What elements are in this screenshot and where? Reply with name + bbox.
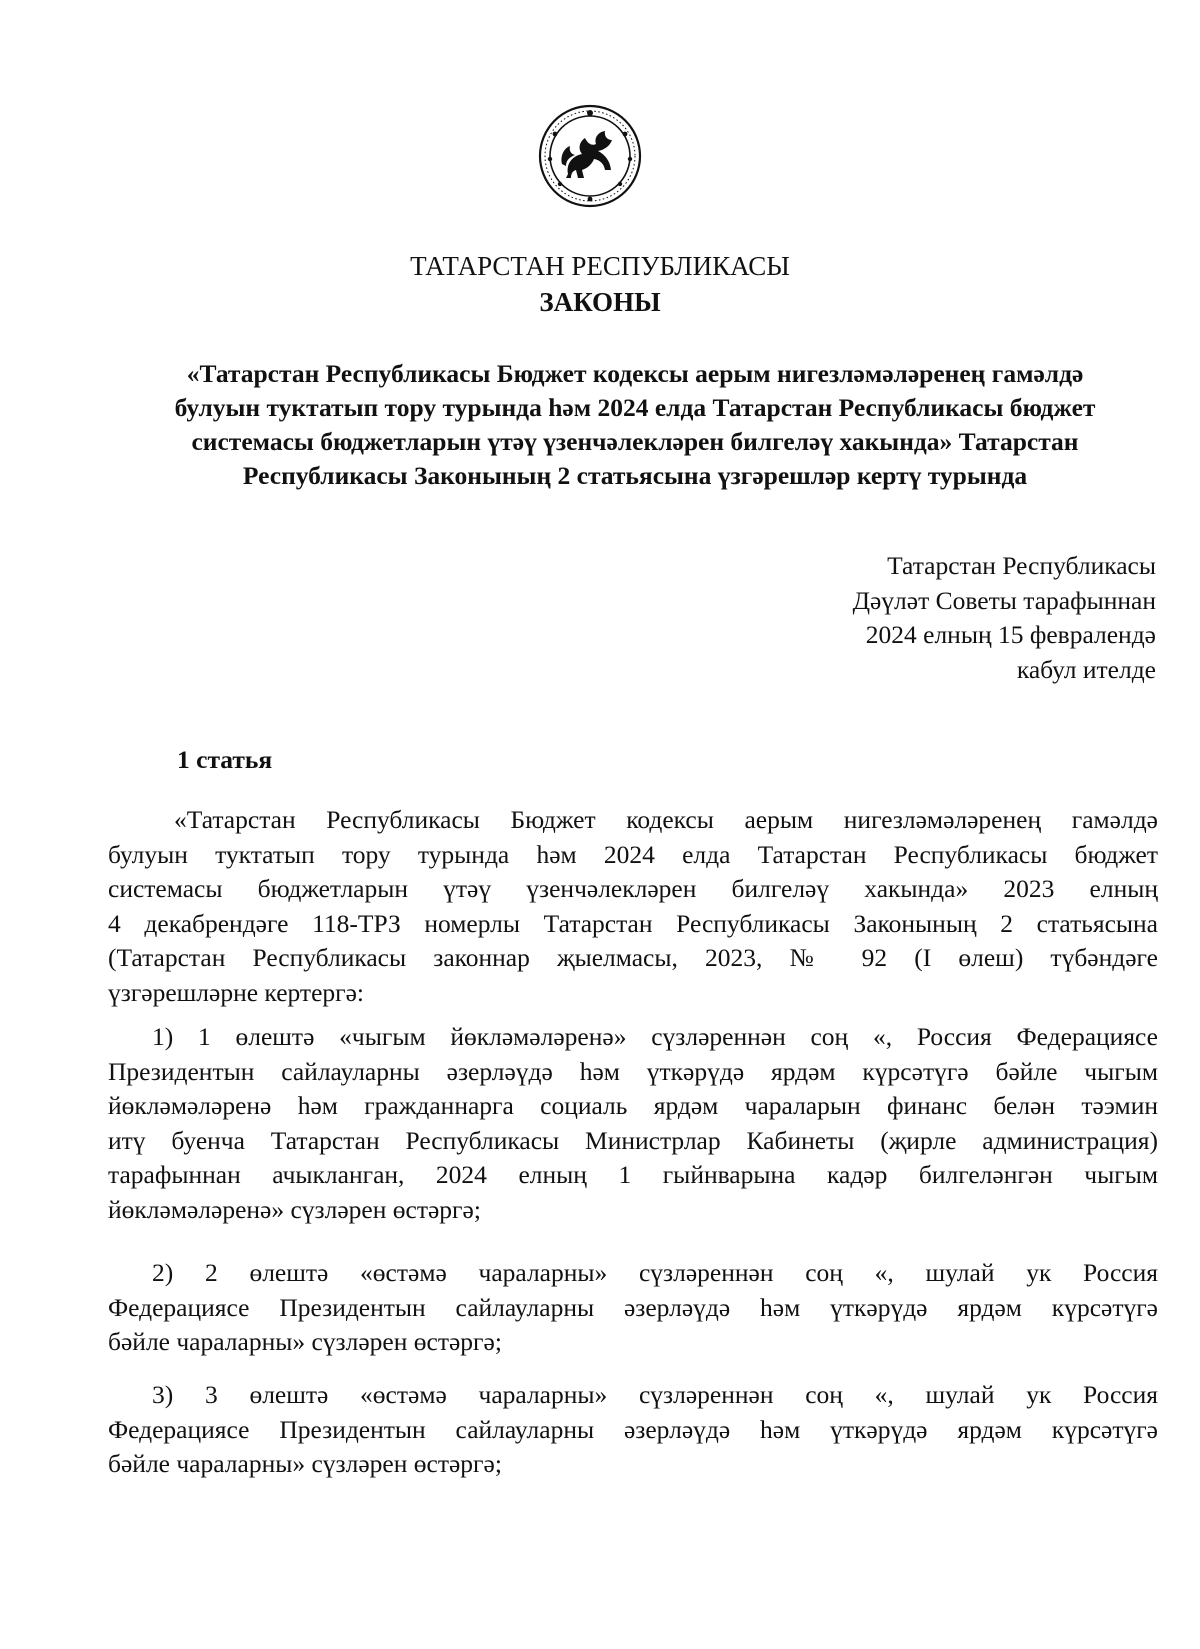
paragraph-line: Президентын сайлауларны әзерләүдә һәм үткәрүдә ярдәм күрсәтүгә бәйле чыгым bbox=[108, 1056, 1158, 1086]
law-title-line: «Татарстан Республикасы Бюджет кодексы аерым нигезләмәләренең гамәлдә bbox=[186, 359, 1084, 388]
paragraph-line: системасы бюджетларын үтәү үзенчәлекләрен билгеләү хакында» 2023 елның bbox=[108, 874, 1158, 903]
article-intro-paragraph bbox=[108, 803, 1158, 1010]
paragraph-line: 4 декабрендәге 118-ТРЗ номерлы Татарстан Республикасы Законының 2 статьясына bbox=[108, 908, 1158, 938]
law-title-line: Республикасы Законының 2 статьясына үзгәрешләр кертү турында bbox=[242, 461, 1028, 490]
law-title bbox=[110, 357, 1160, 493]
paragraph-line: «Татарстан Республикасы Бюджет кодексы аерым нигезләмәләренең гамәлдә bbox=[174, 805, 1158, 834]
adoption-line: Татарстан Республикасы bbox=[887, 551, 1156, 580]
law-word: ЗАКОНЫ bbox=[539, 287, 661, 317]
paragraph-line: Федерациясе Президентын сайлауларны әзерләүдә һәм үткәрүдә ярдәм күрсәтүгә bbox=[108, 1292, 1158, 1322]
paragraph-line: йөкләмәләренә һәм гражданнарга социаль ярдәм чараларын финанс белән тәэмин bbox=[108, 1091, 1158, 1120]
paragraph-line: 2) 2 өлештә «өстәмә чараларны» сүзләреннән соң «, шулай ук Россия bbox=[152, 1258, 1158, 1287]
paragraph-line: 1) 1 өлештә «чыгым йөкләмәләренә» сүзләреннән соң «, Россия Федерациясе bbox=[152, 1022, 1158, 1051]
paragraph-line: үзгәрешләрне кертергә: bbox=[108, 977, 364, 1007]
paragraph-line: йөкләмәләренә» сүзләрен өстәргә; bbox=[108, 1194, 481, 1224]
adoption-line: кабул ителде bbox=[1016, 654, 1156, 684]
law-title-line: булуын туктатып тору турында һәм 2024 елда Татарстан Республикасы бюджет bbox=[174, 393, 1096, 422]
amendment-item-3 bbox=[108, 1378, 1158, 1482]
paragraph-line: тарафыннан ачыкланган, 2024 елның 1 гыйнварына кадәр билгеләнгән чыгым bbox=[108, 1160, 1158, 1189]
paragraph-line: бәйле чараларны» сүзләрен өстәргә; bbox=[108, 1327, 502, 1356]
republic-name: ТАТАРСТАН РЕСПУБЛИКАСЫ bbox=[410, 251, 790, 281]
adoption-line: Дәүләт Советы тарафыннан bbox=[852, 585, 1156, 615]
paragraph-line: итү буенча Татарстан Республикасы Министрлар Кабинеты (җирле администрация) bbox=[108, 1125, 1158, 1155]
amendment-item-2 bbox=[108, 1256, 1158, 1360]
paragraph-line: Федерациясе Президентын сайлауларны әзерләүдә һәм үткәрүдә ярдәм күрсәтүгә bbox=[108, 1414, 1158, 1444]
article-heading: 1 статья bbox=[177, 745, 273, 774]
paragraph-line: (Татарстан Республикасы законнар җыелмасы, 2023, № 92 (I өлеш) түбәндәге bbox=[108, 943, 1158, 972]
paragraph-line: бәйле чараларны» сүзләрен өстәргә; bbox=[108, 1449, 502, 1478]
law-title-line: системасы бюджетларын үтәү үзенчәлекләрен билгеләү хакында» Татарстан bbox=[191, 427, 1079, 456]
adoption-line: 2024 елның 15 февралендә bbox=[865, 620, 1156, 649]
paragraph-line: 3) 3 өлештә «өстәмә чараларны» сүзләреннән соң «, шулай ук Россия bbox=[152, 1380, 1158, 1409]
tatarstan-coat-of-arms-icon bbox=[538, 104, 642, 208]
adoption-note bbox=[853, 549, 1156, 687]
paragraph-line: булуын туктатып тору турында һәм 2024 елда Татарстан Республикасы бюджет bbox=[108, 839, 1158, 869]
amendment-item-1 bbox=[108, 1020, 1158, 1227]
